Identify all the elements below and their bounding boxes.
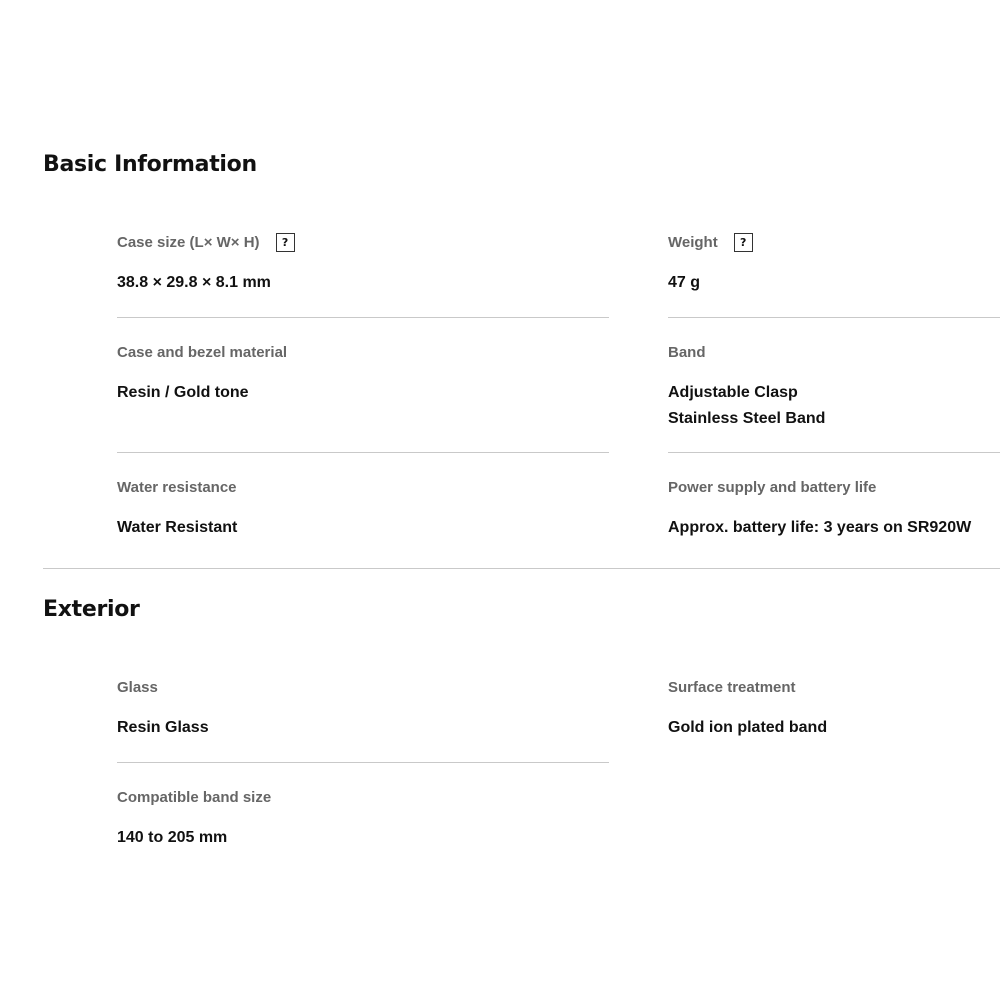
spec-surface-treatment — [668, 676, 827, 741]
spec-value: 140 to 205 mm — [117, 829, 228, 846]
spec-power-supply — [668, 476, 971, 541]
row-divider — [668, 452, 1000, 453]
spec-value: Resin / Gold tone — [117, 384, 249, 401]
row-divider — [117, 317, 609, 318]
spec-label: Case and bezel material — [117, 343, 288, 361]
section-title-exterior: Exterior — [43, 597, 140, 622]
spec-weight — [668, 231, 753, 296]
spec-value-line: Stainless Steel Band — [668, 410, 826, 427]
spec-label: Power supply and battery life — [668, 478, 877, 496]
spec-label: Weight — [668, 233, 718, 251]
spec-value: 47 g — [668, 274, 701, 291]
spec-label: Surface treatment — [668, 678, 796, 696]
spec-value: Water Resistant — [117, 519, 238, 536]
spec-value: Resin Glass — [117, 719, 209, 736]
spec-value: 38.8 × 29.8 × 8.1 mm — [117, 274, 271, 291]
spec-case-size — [117, 231, 295, 296]
spec-case-bezel-material — [117, 341, 287, 406]
spec-band — [668, 341, 825, 432]
help-icon[interactable]: ? — [734, 233, 753, 252]
spec-value-line: Adjustable Clasp — [668, 384, 798, 401]
spec-value — [668, 380, 825, 432]
spec-glass — [117, 676, 209, 741]
row-divider — [668, 317, 1000, 318]
spec-label: Compatible band size — [117, 788, 272, 806]
spec-label: Case size (L× W× H) — [117, 233, 260, 251]
spec-compatible-band-size — [117, 786, 271, 851]
spec-label: Water resistance — [117, 478, 237, 496]
section-title-basic-information: Basic Information — [43, 152, 257, 177]
spec-value: Gold ion plated band — [668, 719, 828, 736]
row-divider — [117, 762, 609, 763]
row-divider — [117, 452, 609, 453]
help-icon[interactable]: ? — [276, 233, 295, 252]
spec-value: Approx. battery life: 3 years on SR920W — [668, 519, 972, 536]
spec-label: Band — [668, 343, 706, 361]
spec-water-resistance — [117, 476, 237, 541]
section-divider — [43, 568, 1000, 569]
spec-label: Glass — [117, 678, 158, 696]
